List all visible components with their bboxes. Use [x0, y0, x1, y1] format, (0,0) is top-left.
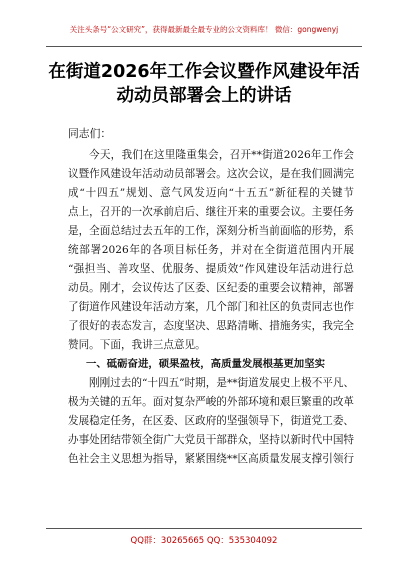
- body-line: 点上，召开的一次承前启后、继往开来的重要会议。主要任务: [68, 206, 355, 218]
- body-line: 今天，我们在这里隆重集会，召开**街道2026年工作会: [89, 149, 354, 161]
- page-header: 关注头条号“公文研究”，获得最新最全最专业的公文资料库！ 微信：gongwenyj: [69, 25, 339, 34]
- header-divider: [46, 46, 362, 47]
- salutation: 同志们：: [68, 127, 112, 140]
- document-body: [68, 146, 354, 469]
- body-line: 了街道作风建设年活动方案，几个部门和社区的负责同志也作: [68, 301, 355, 313]
- body-line: 议暨作风建设年活动动员部署会。这次会议，是在我们圆满完: [68, 168, 355, 180]
- section-heading: 一、砥砺奋进，硕果盈枝，高质量发展根基更加坚实: [86, 358, 325, 370]
- body-line: 是，全面总结过去五年的工作，深刻分析当前面临的形势，系: [68, 225, 355, 237]
- title-line-2: 动动员部署会上的讲话: [116, 86, 292, 106]
- body-line: 统部署2026年的各项目标任务，并对在全街道范围内开展: [68, 244, 354, 256]
- document-title: [36, 60, 372, 108]
- section-line: 发展稳定任务，在区委、区政府的坚强领导下，街道党工委、: [68, 415, 355, 427]
- section-line: 办事处团结带领全街广大党员干部群众，坚持以新时代中国特: [68, 434, 355, 446]
- footer-divider: [46, 528, 362, 529]
- section-line: 色社会主义思想为指导，紧紧围绕**区高质量发展支撑引领行: [68, 453, 355, 465]
- page-footer: QQ群：30265665 QQ：535304092: [130, 536, 278, 546]
- section-line: 极为关键的五年。面对复杂严峻的外部环境和艰巨繁重的改革: [68, 396, 355, 408]
- body-line: 成“十四五”规划、意气风发迈向“十五五”新征程的关键节: [68, 187, 354, 199]
- title-line-1: 在街道2026年工作会议暨作风建设年活: [48, 62, 360, 82]
- body-line: “强担当、善攻坚、优服务、提质效”作风建设年活动进行总: [68, 263, 354, 275]
- body-line: 动员。刚才，会议传达了区委、区纪委的重要会议精神，部署: [68, 282, 355, 294]
- body-line: 了很好的表态发言，态度坚决、思路清晰、措施务实，我完全: [68, 320, 355, 332]
- section-line: 刚刚过去的“十四五”时期，是**街道发展史上极不平凡、: [89, 377, 355, 389]
- body-line: 赞同。下面，我讲三点意见。: [68, 339, 206, 351]
